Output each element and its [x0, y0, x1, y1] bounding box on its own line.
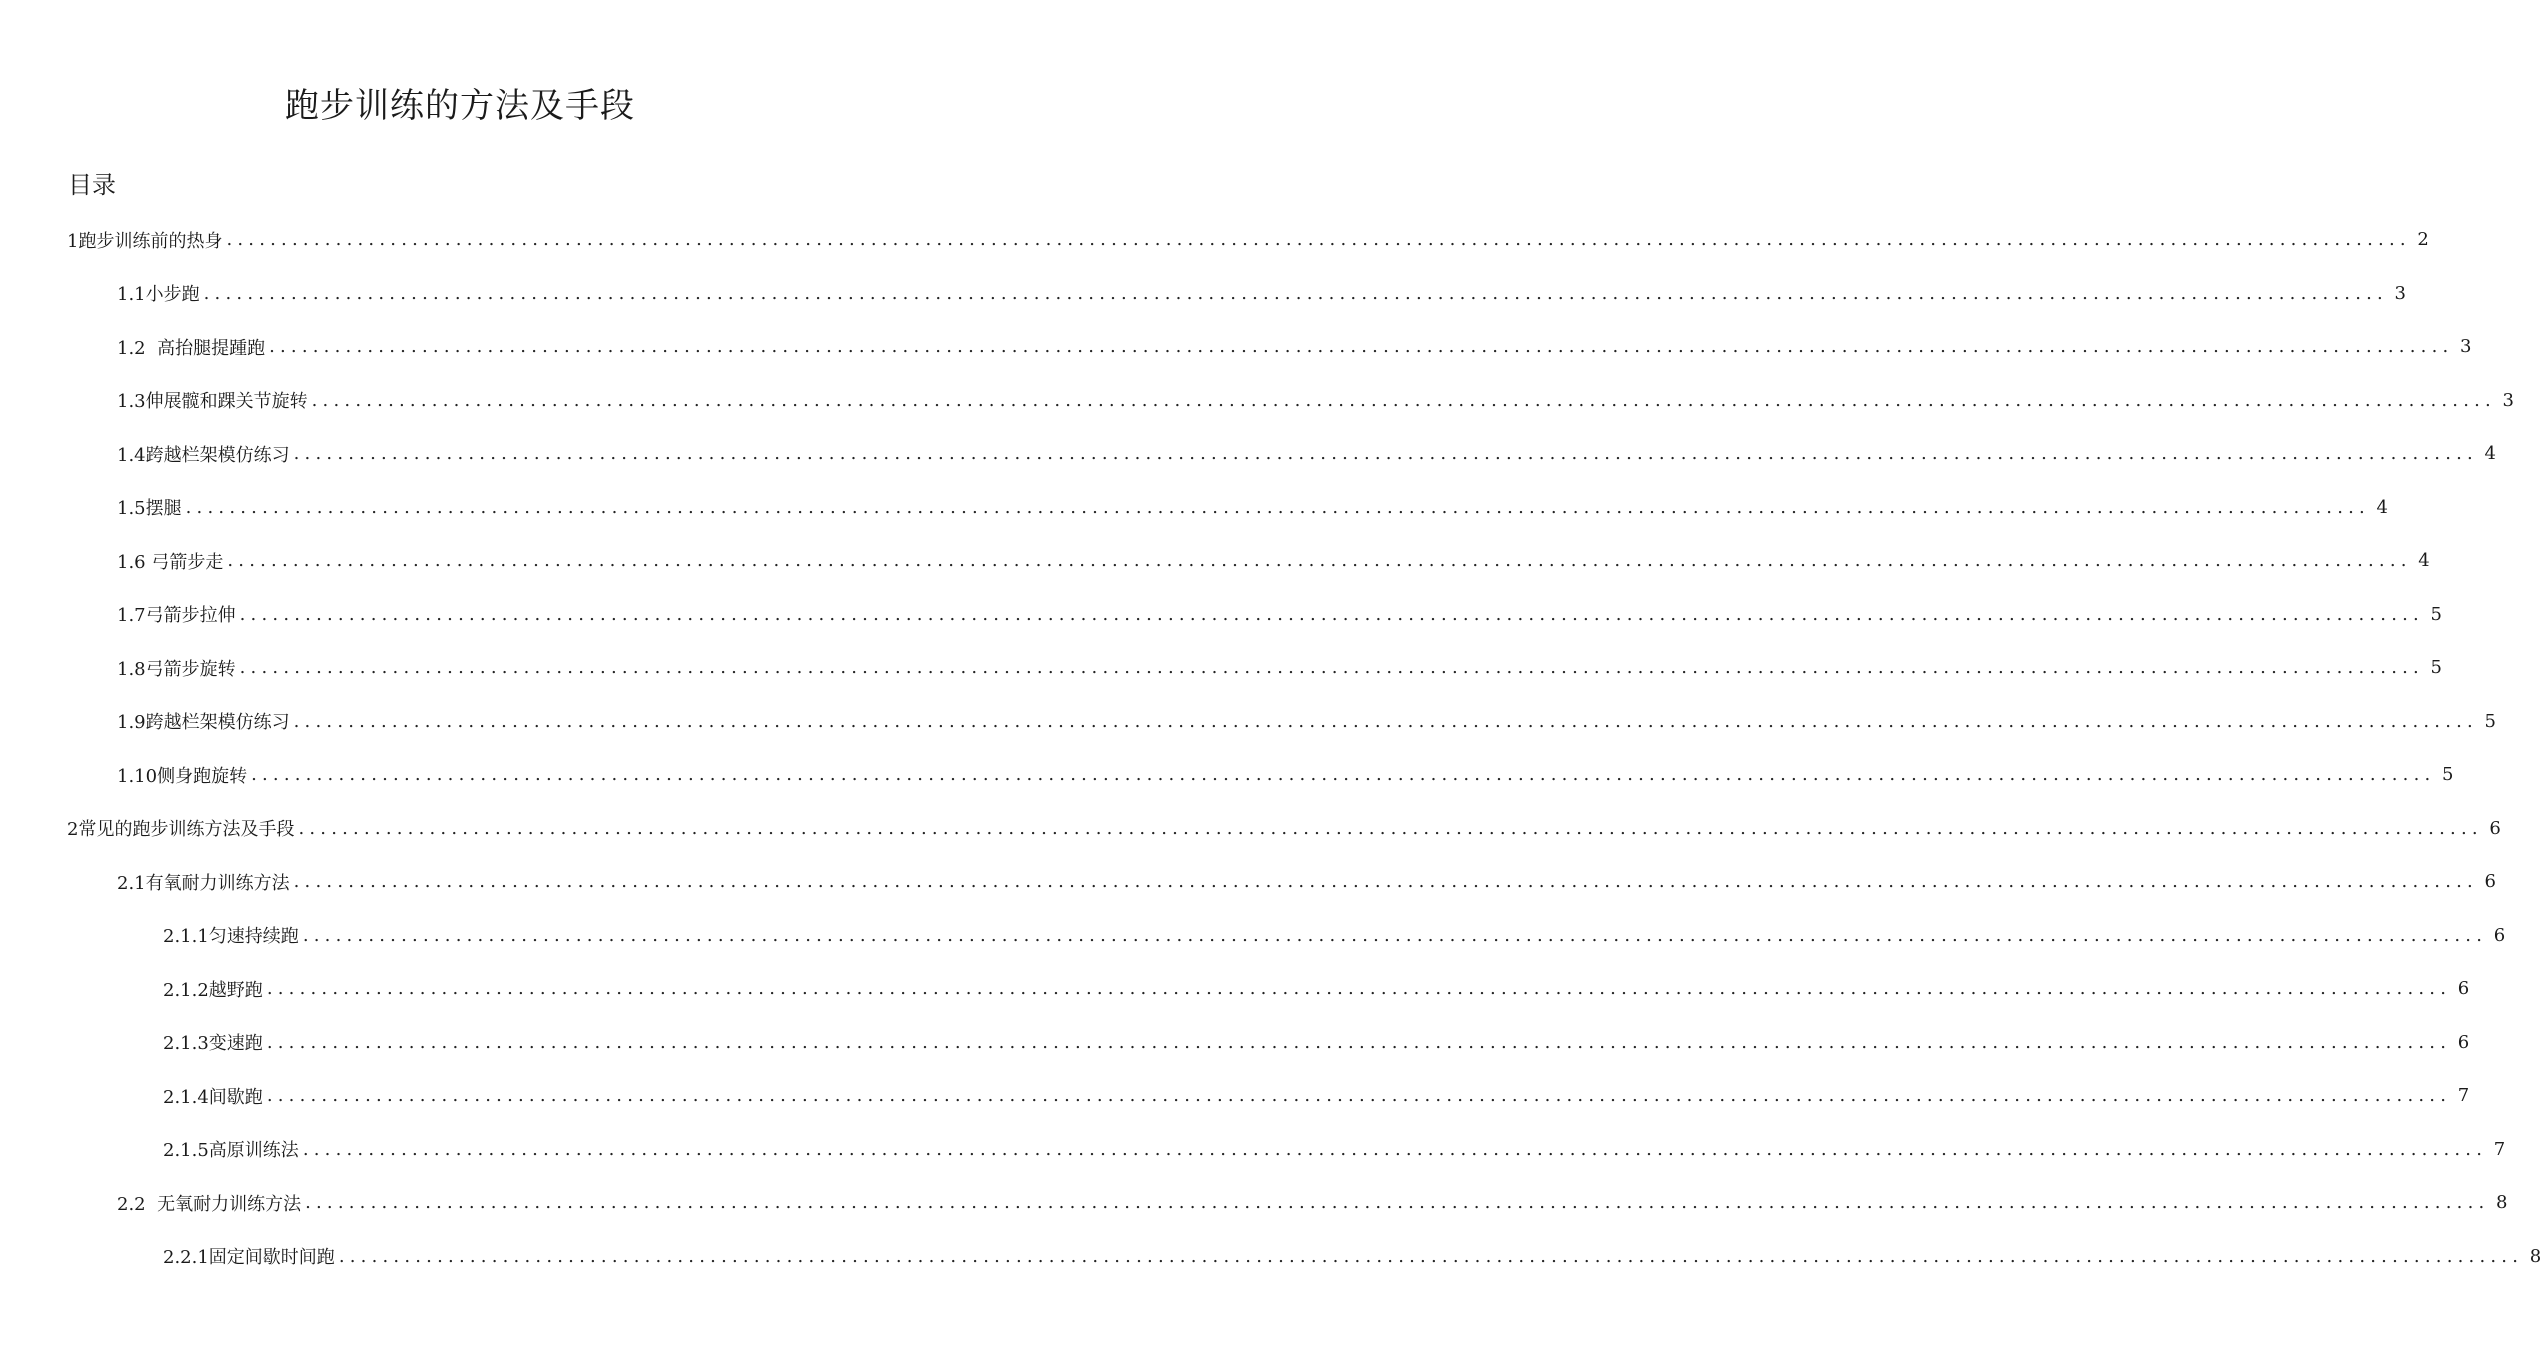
toc-entry-label: 1.9跨越栏架模仿练习: [117, 712, 290, 734]
toc-entry[interactable]: [0, 695, 2496, 749]
toc-entry[interactable]: [0, 855, 2496, 909]
toc-entry-label: 1.8弓箭步旋转: [117, 658, 236, 680]
toc-entry[interactable]: [0, 1176, 2508, 1230]
document-title: 跑步训练的方法及手段: [285, 86, 635, 126]
toc-entry-page-number: 6: [2457, 978, 2470, 1000]
toc-entry-page-number: 6: [2457, 1031, 2470, 1053]
toc-entry-page-number: 7: [2457, 1085, 2470, 1107]
toc-entry[interactable]: [0, 802, 2501, 856]
toc-entry-page-number: 3: [2502, 389, 2514, 411]
toc-entry-page-number: 3: [2394, 282, 2406, 304]
table-of-contents: [0, 213, 2541, 1283]
toc-entry-page-number: 5: [2441, 764, 2454, 786]
toc-dot-leader: ........................................................................................................................................................................................................: [298, 817, 2483, 839]
toc-entry[interactable]: [0, 1123, 2506, 1177]
toc-entry-page-number: 4: [2376, 496, 2388, 518]
toc-entry[interactable]: [0, 909, 2506, 963]
toc-entry[interactable]: [0, 427, 2496, 481]
toc-entry[interactable]: [0, 962, 2470, 1016]
toc-dot-leader: ........................................................................................................................................................................................................: [269, 336, 2454, 358]
toc-dot-leader: ........................................................................................................................................................................................................: [239, 657, 2424, 679]
toc-dot-leader: ........................................................................................................................................................................................................: [293, 443, 2478, 465]
toc-entry[interactable]: [0, 588, 2442, 642]
toc-entry-page-number: 4: [2418, 550, 2430, 572]
toc-dot-leader: ........................................................................................................................................................................................................: [266, 1085, 2452, 1107]
toc-entry[interactable]: [0, 1230, 2541, 1284]
toc-entry-label: 2.1.3变速跑: [163, 1033, 263, 1055]
toc-dot-leader: ........................................................................................................................................................................................................: [302, 1138, 2488, 1160]
toc-dot-leader: ........................................................................................................................................................................................................: [227, 550, 2412, 572]
toc-entry-label: 2.2 无氧耐力训练方法: [117, 1193, 302, 1215]
toc-entry-page-number: 6: [2489, 817, 2501, 839]
toc-entry-label: 2.2.1固定间歇时间跑: [163, 1247, 335, 1269]
toc-entry-label: 1.2 高抬腿提踵跑: [117, 337, 266, 359]
toc-entry[interactable]: [0, 320, 2472, 374]
toc-heading: 目录: [68, 171, 116, 199]
toc-entry[interactable]: [0, 267, 2406, 321]
toc-dot-leader: ........................................................................................................................................................................................................: [266, 978, 2452, 1000]
toc-entry-label: 1.4跨越栏架模仿练习: [117, 444, 290, 466]
toc-entry-page-number: 7: [2493, 1138, 2506, 1160]
toc-entry-label: 2.1有氧耐力训练方法: [117, 872, 290, 894]
toc-entry-label: 1.6 弓箭步走: [117, 551, 224, 573]
toc-dot-leader: ........................................................................................................................................................................................................: [251, 764, 2436, 786]
toc-dot-leader: ........................................................................................................................................................................................................: [239, 603, 2424, 625]
toc-entry-page-number: 5: [2430, 603, 2442, 625]
toc-entry-page-number: 5: [2430, 657, 2442, 679]
toc-entry-label: 1跑步训练前的热身: [67, 230, 223, 252]
toc-entry[interactable]: [0, 534, 2430, 588]
toc-dot-leader: ........................................................................................................................................................................................................: [338, 1245, 2524, 1267]
toc-entry-page-number: 5: [2484, 710, 2496, 732]
toc-entry-label: 2.1.4间歇跑: [163, 1086, 263, 1108]
toc-dot-leader: ........................................................................................................................................................................................................: [311, 389, 2496, 411]
toc-entry[interactable]: [0, 641, 2442, 695]
toc-entry-page-number: 8: [2529, 1245, 2541, 1267]
toc-entry-label: 1.3伸展髋和踝关节旋转: [117, 391, 308, 413]
toc-entry[interactable]: [0, 481, 2388, 535]
toc-dot-leader: ........................................................................................................................................................................................................: [302, 924, 2488, 946]
toc-entry-label: 2常见的跑步训练方法及手段: [67, 819, 295, 841]
toc-entry[interactable]: [0, 374, 2514, 428]
toc-dot-leader: ........................................................................................................................................................................................................: [293, 710, 2478, 732]
toc-entry[interactable]: [0, 748, 2454, 802]
toc-entry-page-number: 6: [2493, 924, 2506, 946]
toc-entry-page-number: 3: [2459, 336, 2472, 358]
toc-entry-label: 2.1.2越野跑: [163, 979, 263, 1001]
toc-entry[interactable]: [0, 213, 2429, 267]
toc-entry[interactable]: [0, 1016, 2470, 1070]
toc-entry-label: 1.5摆腿: [117, 498, 182, 520]
toc-entry-page-number: 6: [2484, 871, 2496, 893]
toc-dot-leader: ........................................................................................................................................................................................................: [266, 1031, 2452, 1053]
toc-entry-label: 2.1.1匀速持续跑: [163, 926, 299, 948]
toc-dot-leader: ........................................................................................................................................................................................................: [185, 496, 2370, 518]
toc-dot-leader: ........................................................................................................................................................................................................: [203, 282, 2388, 304]
toc-dot-leader: ........................................................................................................................................................................................................: [293, 871, 2478, 893]
toc-dot-leader: ........................................................................................................................................................................................................: [226, 229, 2411, 251]
toc-entry-label: 2.1.5高原训练法: [163, 1140, 299, 1162]
toc-entry[interactable]: [0, 1069, 2470, 1123]
toc-entry-page-number: 2: [2417, 229, 2429, 251]
toc-entry-page-number: 4: [2484, 443, 2496, 465]
toc-entry-label: 1.10侧身跑旋转: [117, 765, 248, 787]
toc-entry-label: 1.1小步跑: [117, 284, 200, 306]
toc-dot-leader: ........................................................................................................................................................................................................: [305, 1192, 2490, 1214]
toc-entry-page-number: 8: [2495, 1192, 2508, 1214]
toc-entry-label: 1.7弓箭步拉伸: [117, 605, 236, 627]
